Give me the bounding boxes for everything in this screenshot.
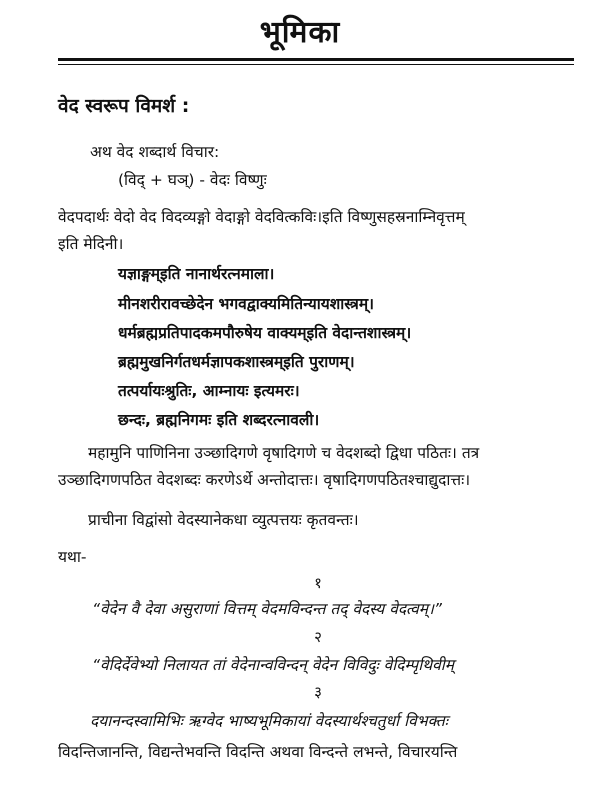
title-rule-thin [58, 64, 574, 65]
section-heading: वेद स्वरूप विमर्श : [58, 95, 190, 117]
intro-line-2: (विद् + घञ्) - वेदः विष्णुः [118, 171, 267, 189]
item-number-3: ३ [314, 683, 322, 701]
para2-line-1: महामुनि पाणिनिना उञ्छादिगणे वृषादिगणे च वेदशब्दो द्विधा पठितः। तत्र [88, 444, 480, 462]
quote-line-3: धर्मब्रह्मप्रतिपादकमपौरुषेय वाक्यम्इति वेदान्तशास्त्रम्। [118, 324, 412, 342]
last-line: विदन्तिजानन्ति, विद्यन्तेभवन्ति विदन्ति अथवा विन्दन्ते लभन्ते, विचारयन्ति [58, 743, 458, 761]
item-text-2: “वेदिर्देवेभ्यो निलायत तां वेदेनान्वविन्दन् वेदेन विविदुः वेदिम्पृथिवीम् [92, 656, 455, 674]
quote-line-1: यज्ञाङ्गम्इति नानार्थरत्नमाला। [118, 265, 275, 283]
para1-line-1: वेदपदार्थः वेदो वेद विदव्यङ्गो वेदाङ्गो वेदवित्कविः।इति विष्णुसहस्रनाम्निवृत्तम् [58, 208, 465, 226]
intro-line-1: अथ वेद शब्दार्थ विचार: [90, 143, 220, 161]
quote-line-5: तत्पर्यायःश्रुतिः, आम्नायः इत्यमरः। [118, 382, 300, 400]
quote-line-4: ब्रह्ममुखनिर्गतधर्मज्ञापकशास्त्रम्इति पुराणम्। [118, 353, 355, 371]
page-title: भूमिका [259, 15, 341, 50]
para2-line-2: उञ्छादिगणपठित वेदशब्दः करणेऽर्थे अन्तोदात्तः। वृषादिगणपठितश्चाद्युदात्तः। [58, 471, 471, 489]
item-text-3: दयानन्दस्वामिभिः ऋग्वेद भाष्यभूमिकायां वेदस्यार्थश्चतुर्धा विभक्तः [90, 712, 448, 730]
title-rule-thick [58, 58, 574, 61]
item-number-2: २ [314, 628, 322, 646]
quote-line-2: मीनशरीरावच्छेदेन भगवद्वाक्यमितिन्यायशास्त्रम्। [118, 295, 374, 313]
item-number-1: १ [314, 574, 322, 592]
para3-line: प्राचीना विद्वांसो वेदस्यानेकधा व्युत्पत्तयः कृतवन्तः। [88, 511, 359, 529]
item-text-1: “वेदेन वै देवा असुराणां वित्तम् वेदमविन्दन्त तद् वेदस्य वेदत्वम्।” [92, 600, 442, 618]
yatha-label: यथा- [58, 548, 87, 566]
para1-line-2: इति मेदिनी। [58, 235, 124, 253]
quote-line-6: छन्दः, ब्रह्मनिगमः इति शब्दरत्नावली। [118, 411, 320, 429]
